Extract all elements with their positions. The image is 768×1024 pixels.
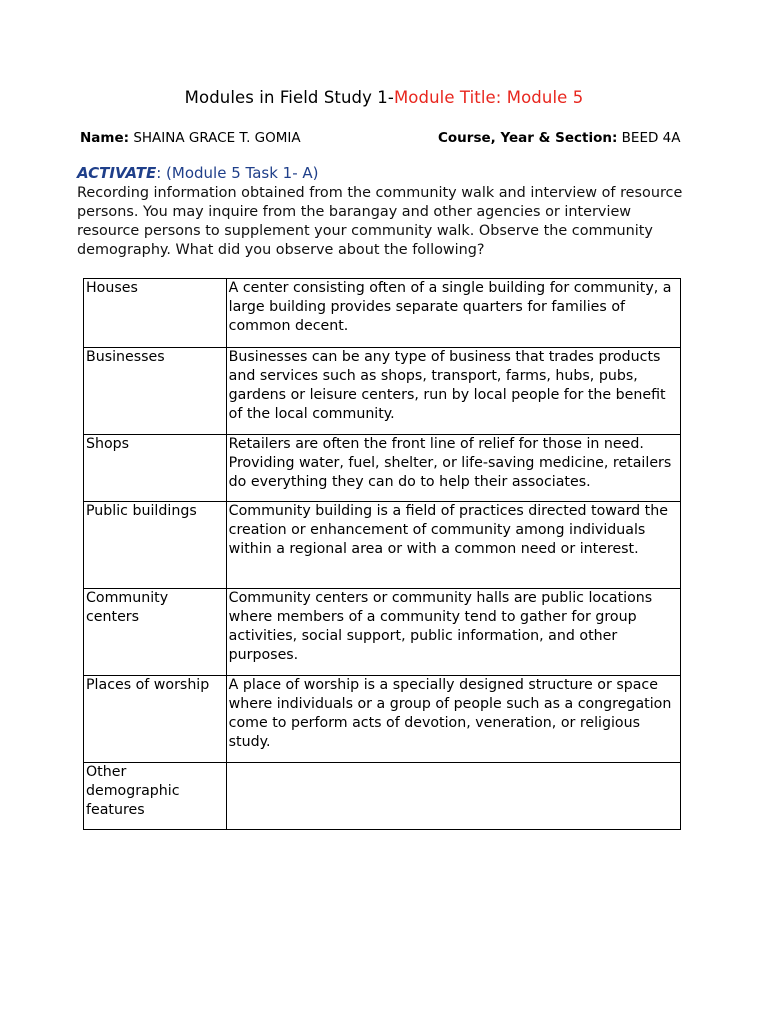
name-value: SHAINA GRACE T. GOMIA xyxy=(129,130,301,146)
activate-heading xyxy=(77,164,319,182)
page-title xyxy=(0,88,768,107)
row-label: Public buildings xyxy=(84,502,227,589)
row-description: A center consisting often of a single building for community, a large building provides separate quarters for families of common decent. xyxy=(226,279,680,348)
row-label: Shops xyxy=(84,435,227,502)
row-description-empty[interactable] xyxy=(226,763,680,830)
row-description: A place of worship is a specially designed structure or space where individuals or a group of people such as a congregation come to perform acts of devotion, veneration, or religious study. xyxy=(226,676,680,763)
row-label: Houses xyxy=(84,279,227,348)
row-description: Businesses can be any type of business that trades products and services such as shops, transport, farms, hubs, pubs, gardens or leisure centers, run by local people for the benefit of the local community. xyxy=(226,348,680,435)
task-instructions: Recording information obtained from the community walk and interview of resource persons. You may inquire from the barangay and other agencies or interview resource persons to supplement your community walk. Observe the community demography. What did you observe about the following? xyxy=(77,185,683,258)
table-row xyxy=(84,348,681,435)
table-row xyxy=(84,676,681,763)
observation-table xyxy=(83,278,681,830)
table-row xyxy=(84,435,681,502)
row-description: Community centers or community halls are public locations where members of a community tend to gather for group activities, social support, public information, and other purposes. xyxy=(226,589,680,676)
table-row xyxy=(84,279,681,348)
row-label: Businesses xyxy=(84,348,227,435)
course-label: Course, Year & Section: xyxy=(438,130,618,146)
table-row xyxy=(84,502,681,589)
table-row xyxy=(84,589,681,676)
course-section xyxy=(438,130,680,146)
title-module: Module Title: Module 5 xyxy=(393,88,584,107)
table-row xyxy=(84,763,681,830)
row-label: Other demographic features xyxy=(84,763,227,830)
title-main: Modules in Field Study 1- xyxy=(184,88,394,107)
row-label: Places of worship xyxy=(84,676,227,763)
student-name xyxy=(80,130,301,146)
activate-label: ACTIVATE xyxy=(77,164,157,182)
row-description: Community building is a field of practices directed toward the creation or enhancement of community among individuals within a regional area or with a common need or interest. xyxy=(226,502,680,589)
row-description: Retailers are often the front line of relief for those in need. Providing water, fuel, shelter, or life-saving medicine, retailers do everything they can do to help their associates. xyxy=(226,435,680,502)
course-value: BEED 4A xyxy=(617,130,681,146)
row-label: Community centers xyxy=(84,589,227,676)
name-label: Name: xyxy=(80,130,130,146)
activate-task: : (Module 5 Task 1- A) xyxy=(156,164,319,182)
